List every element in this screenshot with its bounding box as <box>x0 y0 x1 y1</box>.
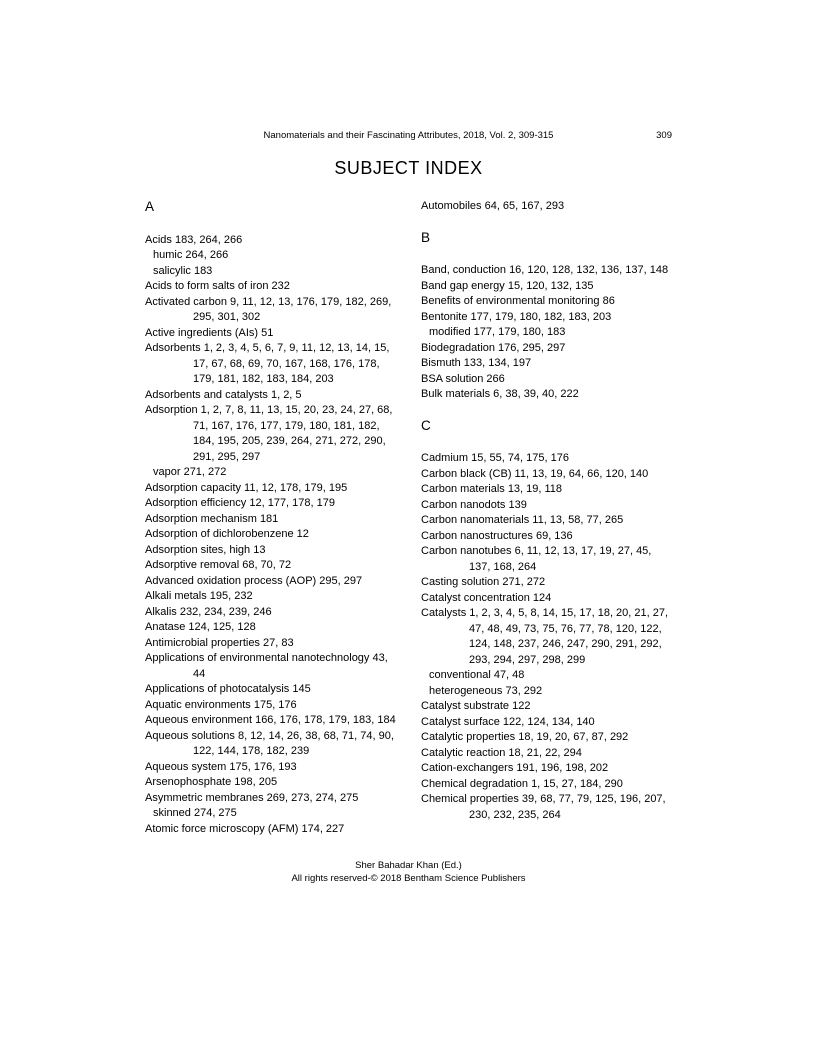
index-entry: Aquatic environments 175, 176 <box>145 698 297 711</box>
index-entry: Adsorption efficiency 12, 177, 178, 179 <box>145 497 335 509</box>
index-column-left <box>145 199 396 837</box>
index-entry: Bentonite 177, 179, 180, 182, 183, 203 <box>421 310 612 323</box>
index-entry: Catalyst substrate 122 <box>421 700 531 712</box>
section-letter: B <box>421 229 431 245</box>
index-entry: Acids to form salts of iron 232 <box>145 280 290 292</box>
index-subentry: modified 177, 179, 180, 183 <box>429 326 566 338</box>
index-entry: Anatase 124, 125, 128 <box>145 621 256 633</box>
index-entry: Asymmetric membranes 269, 273, 274, 275 <box>145 791 359 804</box>
index-entry: Biodegradation 176, 295, 297 <box>421 341 566 354</box>
index-subentry: humic 264, 266 <box>153 249 229 261</box>
index-entry: Cadmium 15, 55, 74, 175, 176 <box>421 452 569 464</box>
index-entry: Bismuth 133, 134, 197 <box>421 357 532 369</box>
section-letter: A <box>145 199 155 214</box>
index-subentry: skinned 274, 275 <box>153 807 237 819</box>
index-entry: Active ingredients (AIs) 51 <box>145 326 274 339</box>
index-entry: Arsenophosphate 198, 205 <box>145 776 278 788</box>
index-entry: Catalytic reaction 18, 21, 22, 294 <box>421 746 582 759</box>
index-entry: Catalyst surface 122, 124, 134, 140 <box>421 715 595 728</box>
page-footer <box>145 859 672 885</box>
page-header <box>145 130 672 142</box>
index-entry: Band gap energy 15, 120, 132, 135 <box>421 279 594 292</box>
index-entry: Aqueous solutions 8, 12, 14, 26, 38, 68, 71, 74, 90, 122, 144, 178, 182, 239 <box>145 729 394 757</box>
index-entry: Carbon nanomaterials 11, 13, 58, 77, 265 <box>421 514 624 526</box>
index-entry: Carbon nanodots 139 <box>421 498 527 511</box>
footer-rights: All rights reserved-© 2018 Bentham Science Publishers <box>291 873 526 884</box>
index-entry: Cation-exchangers 191, 196, 198, 202 <box>421 762 609 774</box>
index-entry: Adsorption capacity 11, 12, 178, 179, 195 <box>145 481 348 494</box>
index-entry: Catalytic properties 18, 19, 20, 67, 87, 292 <box>421 731 629 743</box>
footer-editor: Sher Bahadar Khan (Ed.) <box>355 860 462 871</box>
index-entry: Antimicrobial properties 27, 83 <box>145 636 294 649</box>
index-entry: Atomic force microscopy (AFM) 174, 227 <box>145 822 345 835</box>
section-letter: C <box>421 417 431 433</box>
index-entry: Adsorption mechanism 181 <box>145 512 279 525</box>
index-entry: Applications of environmental nanotechnology 43, 44 <box>145 652 388 680</box>
index-entry: Benefits of environmental monitoring 86 <box>421 295 615 307</box>
index-entry: Acids 183, 264, 266 <box>145 233 243 246</box>
index-entry: Chemical properties 39, 68, 77, 79, 125, 196, 207, 230, 232, 235, 264 <box>421 793 666 821</box>
running-title: Nanomaterials and their Fascinating Attributes, 2018, Vol. 2, 309-315 <box>263 130 554 141</box>
index-entry: Carbon black (CB) 11, 13, 19, 64, 66, 120, 140 <box>421 467 649 480</box>
index-column-right <box>421 199 672 837</box>
index-entry: Adsorption sites, high 13 <box>145 543 266 556</box>
index-entry: Applications of photocatalysis 145 <box>145 683 311 695</box>
index-entry: Carbon nanotubes 6, 11, 12, 13, 17, 19, 27, 45, 137, 168, 264 <box>421 545 652 573</box>
index-entry: Adsorbents 1, 2, 3, 4, 5, 6, 7, 9, 11, 12, 13, 14, 15, 17, 67, 68, 69, 70, 167, 168, 176, 178, 179, 181, 182, 183, 184, 203 <box>145 342 390 385</box>
index-entry: Automobiles 64, 65, 167, 293 <box>421 200 565 212</box>
index-entry: Casting solution 271, 272 <box>421 576 546 588</box>
page-number: 309 <box>656 130 672 141</box>
index-entry: Adsorptive removal 68, 70, 72 <box>145 559 292 571</box>
index-entry: Alkalis 232, 234, 239, 246 <box>145 605 272 618</box>
index-entry: Band, conduction 16, 120, 128, 132, 136, 137, 148 <box>421 264 669 276</box>
index-subentry: heterogeneous 73, 292 <box>429 684 543 697</box>
index-entry: Bulk materials 6, 38, 39, 40, 222 <box>421 388 579 400</box>
index-entry: BSA solution 266 <box>421 372 505 385</box>
index-entry: Aqueous system 175, 176, 193 <box>145 760 297 773</box>
index-entry: Carbon materials 13, 19, 118 <box>421 483 563 495</box>
page-title: SUBJECT INDEX <box>334 158 483 178</box>
index-entry: Carbon nanostructures 69, 136 <box>421 529 573 542</box>
index-entry: Advanced oxidation process (AOP) 295, 297 <box>145 574 363 587</box>
index-subentry: salicylic 183 <box>153 264 213 277</box>
index-subentry: conventional 47, 48 <box>429 669 525 681</box>
index-entry: Aqueous environment 166, 176, 178, 179, 183, 184 <box>145 714 396 726</box>
index-columns <box>145 199 672 837</box>
index-subentry: vapor 271, 272 <box>153 466 227 478</box>
index-entry: Adsorbents and catalysts 1, 2, 5 <box>145 388 302 401</box>
index-entry: Activated carbon 9, 11, 12, 13, 176, 179, 182, 269, 295, 301, 302 <box>145 295 392 323</box>
index-entry: Catalyst concentration 124 <box>421 591 552 604</box>
index-entry: Adsorption 1, 2, 7, 8, 11, 13, 15, 20, 23, 24, 27, 68, 71, 167, 176, 177, 179, 180, 181, 182, 184, 195, 205, 239, 264, 271, 272, 290, 291, 295, 297 <box>145 404 393 463</box>
index-entry: Alkali metals 195, 232 <box>145 590 253 602</box>
index-entry: Chemical degradation 1, 15, 27, 184, 290 <box>421 777 623 790</box>
index-entry: Adsorption of dichlorobenzene 12 <box>145 528 309 540</box>
index-entry: Catalysts 1, 2, 3, 4, 5, 8, 14, 15, 17, 18, 20, 21, 27, 47, 48, 49, 73, 75, 76, 77, 78, 120, 122, 124, 148, 237, 246, 247, 290, 291, 292, 293, 294, 297, 298, 299 <box>421 607 669 666</box>
